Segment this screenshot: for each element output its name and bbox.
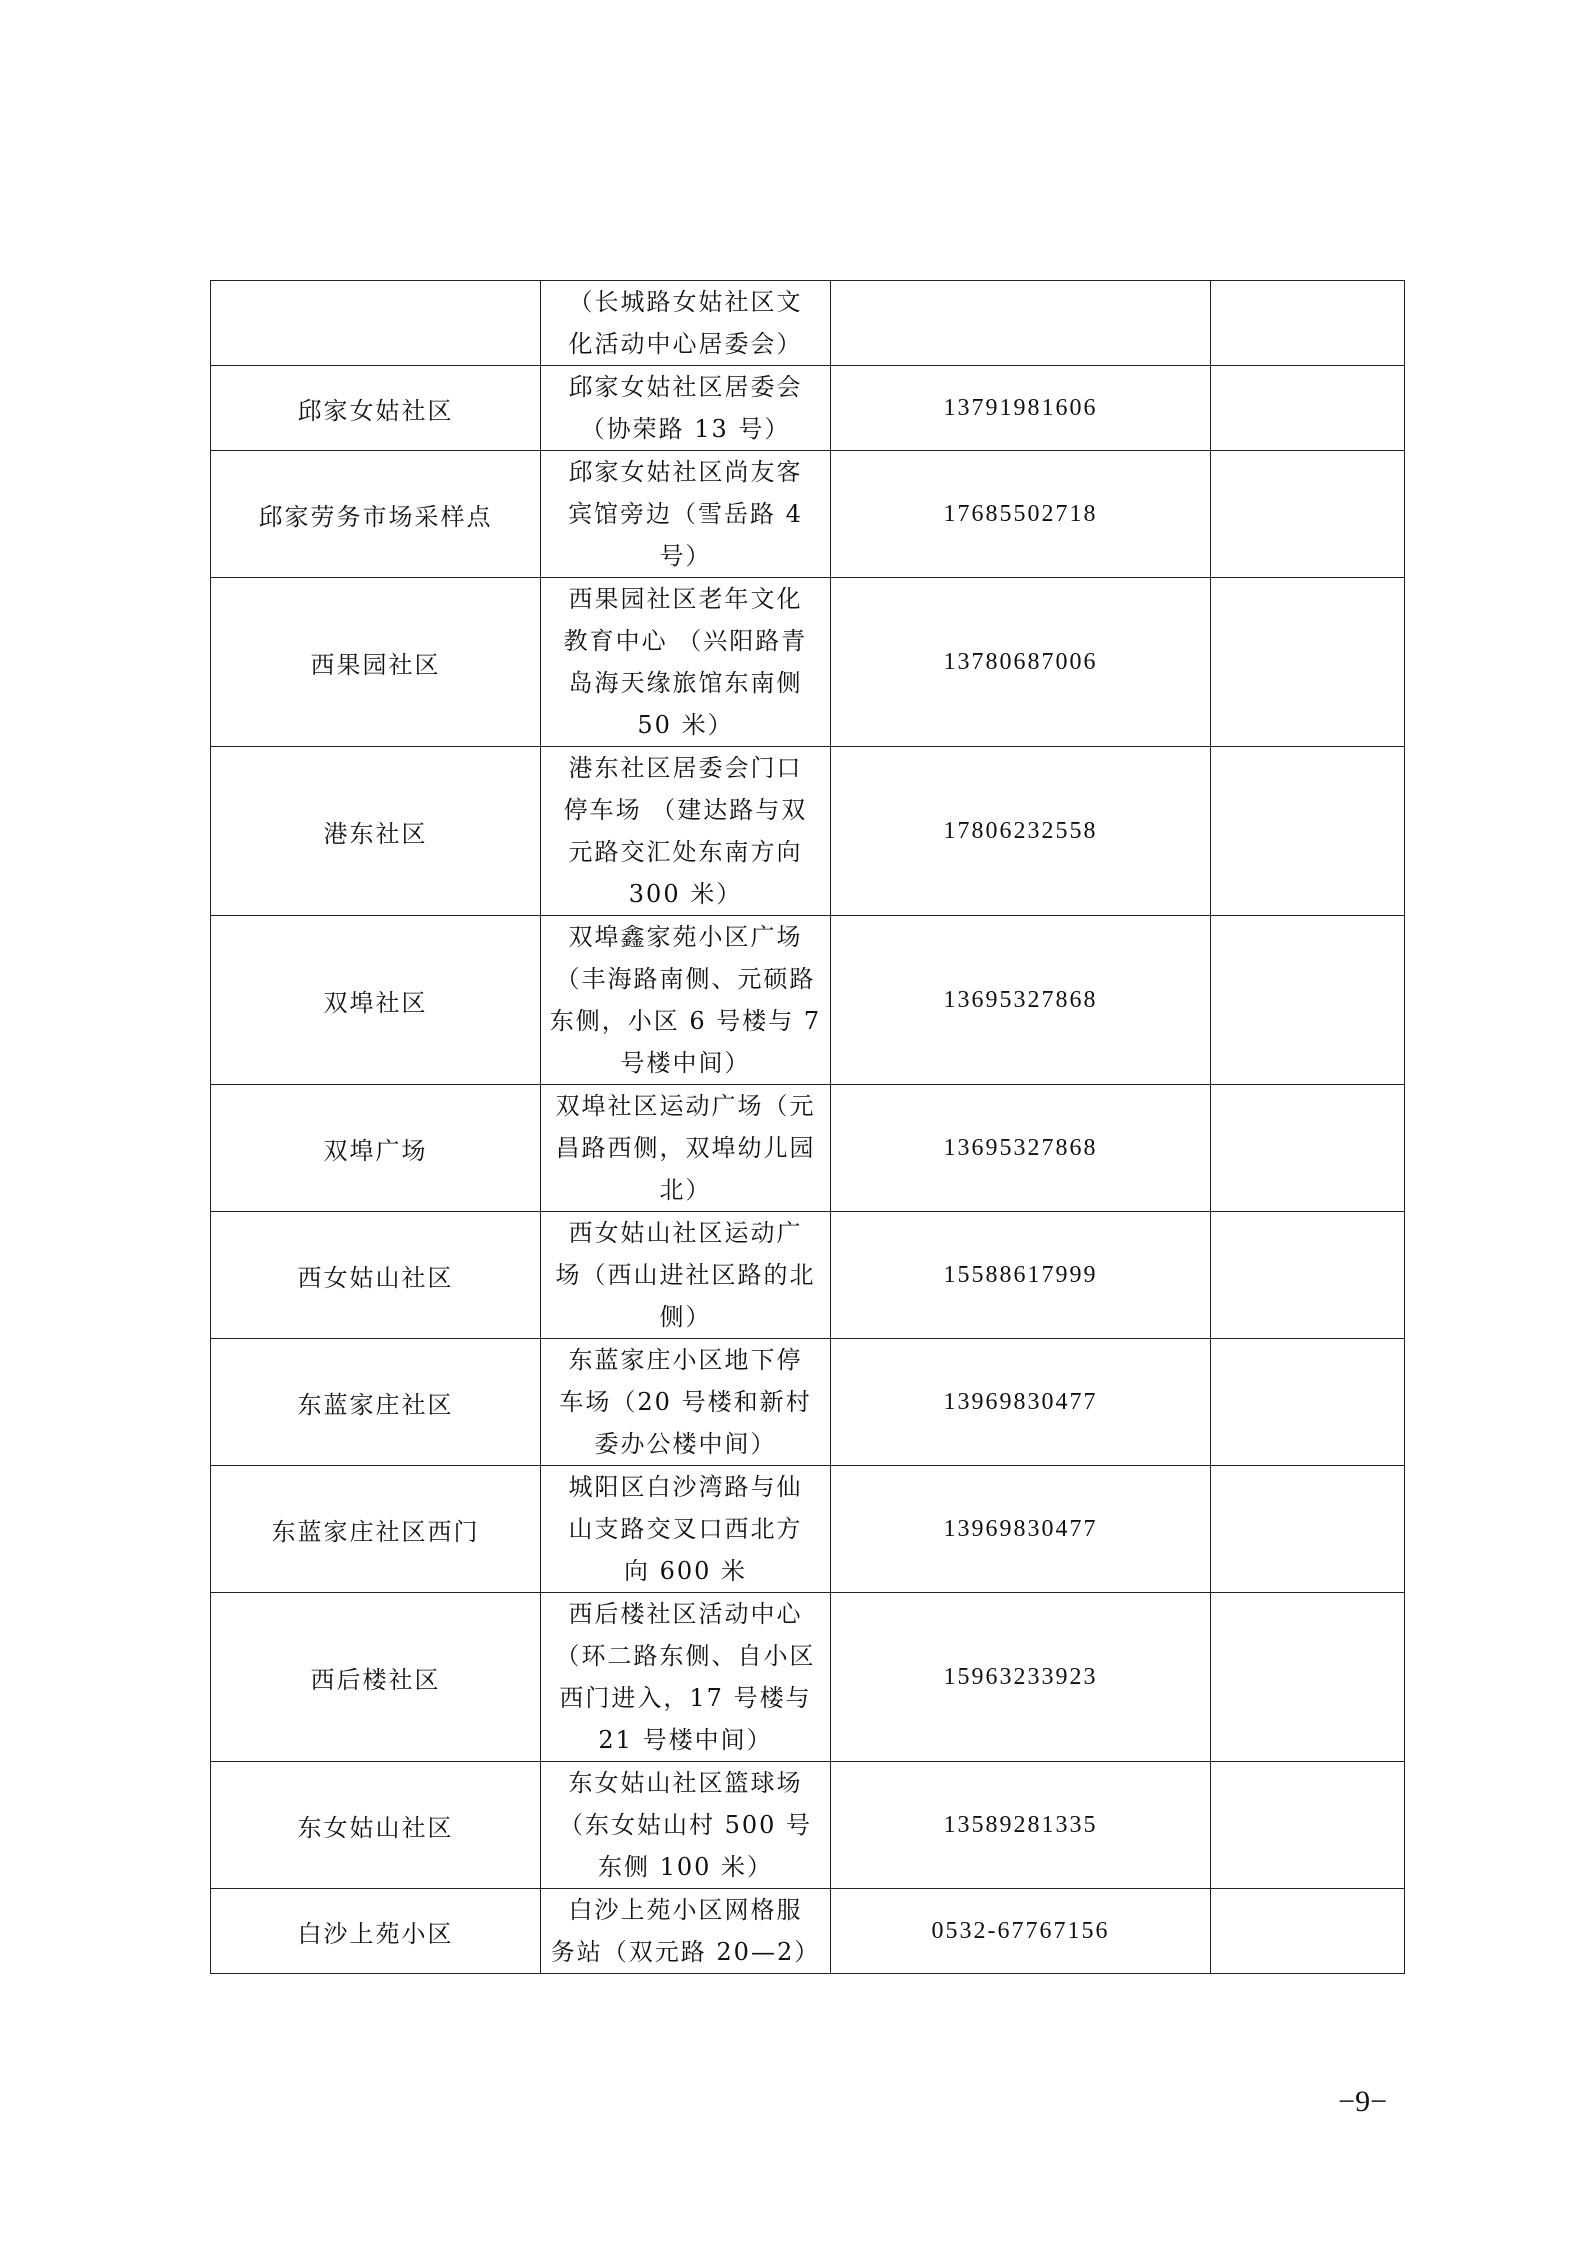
site-address-cell [541, 1762, 831, 1889]
site-name-cell: 东蓝家庄社区西门 [211, 1466, 541, 1593]
contact-phone-cell: 13695327868 [831, 1085, 1211, 1212]
address-line: 停车场 （建达路与双 [563, 796, 808, 824]
page-number: −9− [1338, 2085, 1387, 2118]
remarks-cell [1211, 1762, 1405, 1889]
remarks-cell [1211, 1889, 1405, 1974]
site-name-cell: 双埠广场 [211, 1085, 541, 1212]
address-line: 港东社区居委会门口 [568, 754, 803, 782]
site-address-cell [541, 366, 831, 451]
table-row [211, 1593, 1405, 1762]
site-name-cell: 港东社区 [211, 747, 541, 916]
table-row [211, 281, 1405, 366]
remarks-cell [1211, 366, 1405, 451]
contact-phone-cell [831, 281, 1211, 366]
table-row [211, 916, 1405, 1085]
site-address-cell [541, 578, 831, 747]
address-line: 东女姑山社区篮球场 [568, 1769, 803, 1797]
address-line: 双埠社区运动广场（元 [555, 1092, 816, 1120]
address-line: 邱家女姑社区居委会 [568, 373, 803, 401]
address-line: 西女姑山社区运动广 [568, 1219, 803, 1247]
remarks-cell [1211, 1085, 1405, 1212]
address-line: 东侧，小区 6 号楼与 7 [549, 1007, 822, 1035]
remarks-cell [1211, 1466, 1405, 1593]
contact-phone-cell: 13589281335 [831, 1762, 1211, 1889]
site-name-cell: 邱家劳务市场采样点 [211, 451, 541, 578]
contact-phone-cell: 13695327868 [831, 916, 1211, 1085]
site-name-cell: 东蓝家庄社区 [211, 1339, 541, 1466]
table-body [211, 281, 1405, 1974]
address-line: 昌路西侧，双埠幼儿园 [555, 1134, 816, 1162]
address-line: 50 米） [637, 711, 734, 739]
address-line: 东蓝家庄小区地下停 [568, 1346, 803, 1374]
address-line: 西果园社区老年文化 [568, 585, 803, 613]
contact-phone-cell: 17806232558 [831, 747, 1211, 916]
address-line: 21 号楼中间） [598, 1726, 773, 1754]
address-line: 白沙上苑小区网格服 [568, 1896, 803, 1924]
site-address-cell [541, 281, 831, 366]
address-line: 双埠鑫家苑小区广场 [568, 923, 803, 951]
site-name-cell: 西果园社区 [211, 578, 541, 747]
table-row [211, 366, 1405, 451]
table-row [211, 578, 1405, 747]
contact-phone-cell: 13791981606 [831, 366, 1211, 451]
site-address-cell [541, 1593, 831, 1762]
contact-phone-cell: 13969830477 [831, 1339, 1211, 1466]
address-line: 北） [659, 1176, 712, 1204]
address-line: 化活动中心居委会） [568, 330, 803, 358]
remarks-cell [1211, 281, 1405, 366]
address-line: 场（西山进社区路的北 [555, 1261, 816, 1289]
table-row [211, 1762, 1405, 1889]
sampling-sites-table [210, 280, 1405, 1974]
address-line: （长城路女姑社区文 [568, 288, 803, 316]
site-name-cell: 白沙上苑小区 [211, 1889, 541, 1974]
contact-phone-cell: 13969830477 [831, 1466, 1211, 1593]
contact-phone-cell: 17685502718 [831, 451, 1211, 578]
remarks-cell [1211, 916, 1405, 1085]
site-name-cell: 东女姑山社区 [211, 1762, 541, 1889]
table-row [211, 1889, 1405, 1974]
site-address-cell [541, 1212, 831, 1339]
contact-phone-cell: 13780687006 [831, 578, 1211, 747]
address-line: （环二路东侧、自小区 [555, 1642, 816, 1670]
table-row [211, 747, 1405, 916]
site-name-cell: 邱家女姑社区 [211, 366, 541, 451]
address-line: 务站（双元路 20—2） [550, 1938, 821, 1966]
site-address-cell [541, 451, 831, 578]
site-address-cell [541, 916, 831, 1085]
address-line: 宾馆旁边（雪岳路 4 [568, 500, 803, 528]
site-name-cell [211, 281, 541, 366]
address-line: 向 600 米 [623, 1557, 748, 1585]
address-line: 号） [659, 542, 712, 570]
address-line: 山支路交叉口西北方 [568, 1515, 803, 1543]
address-line: 城阳区白沙湾路与仙 [568, 1473, 803, 1501]
site-address-cell [541, 1085, 831, 1212]
address-line: 教育中心 （兴阳路青 [563, 627, 808, 655]
table-row [211, 1212, 1405, 1339]
table-row [211, 1466, 1405, 1593]
address-line: 邱家女姑社区尚友客 [568, 458, 803, 486]
address-line: 元路交汇处东南方向 [568, 838, 803, 866]
site-address-cell [541, 1466, 831, 1593]
site-address-cell [541, 747, 831, 916]
remarks-cell [1211, 747, 1405, 916]
address-line: 车场（20 号楼和新村 [559, 1388, 812, 1416]
site-name-cell: 西女姑山社区 [211, 1212, 541, 1339]
address-line: （东女姑山村 500 号 [558, 1811, 813, 1839]
address-line: 号楼中间） [620, 1049, 751, 1077]
address-line: （丰海路南侧、元硕路 [555, 965, 816, 993]
remarks-cell [1211, 451, 1405, 578]
address-line: 西后楼社区活动中心 [568, 1600, 803, 1628]
site-address-cell [541, 1339, 831, 1466]
contact-phone-cell: 15963233923 [831, 1593, 1211, 1762]
address-line: 岛海天缘旅馆东南侧 [568, 669, 803, 697]
address-line: 侧） [659, 1303, 712, 1331]
contact-phone-cell: 0532-67767156 [831, 1889, 1211, 1974]
remarks-cell [1211, 578, 1405, 747]
site-name-cell: 西后楼社区 [211, 1593, 541, 1762]
table-row [211, 451, 1405, 578]
address-line: 西门进入，17 号楼与 [559, 1684, 812, 1712]
address-line: 东侧 100 米） [597, 1853, 774, 1881]
address-line: 委办公楼中间） [594, 1430, 777, 1458]
remarks-cell [1211, 1339, 1405, 1466]
address-line: 300 米） [628, 880, 743, 908]
contact-phone-cell: 15588617999 [831, 1212, 1211, 1339]
remarks-cell [1211, 1593, 1405, 1762]
site-address-cell [541, 1889, 831, 1974]
site-name-cell: 双埠社区 [211, 916, 541, 1085]
address-line: （协荣路 13 号） [580, 415, 791, 443]
remarks-cell [1211, 1212, 1405, 1339]
table-row [211, 1339, 1405, 1466]
table-row [211, 1085, 1405, 1212]
